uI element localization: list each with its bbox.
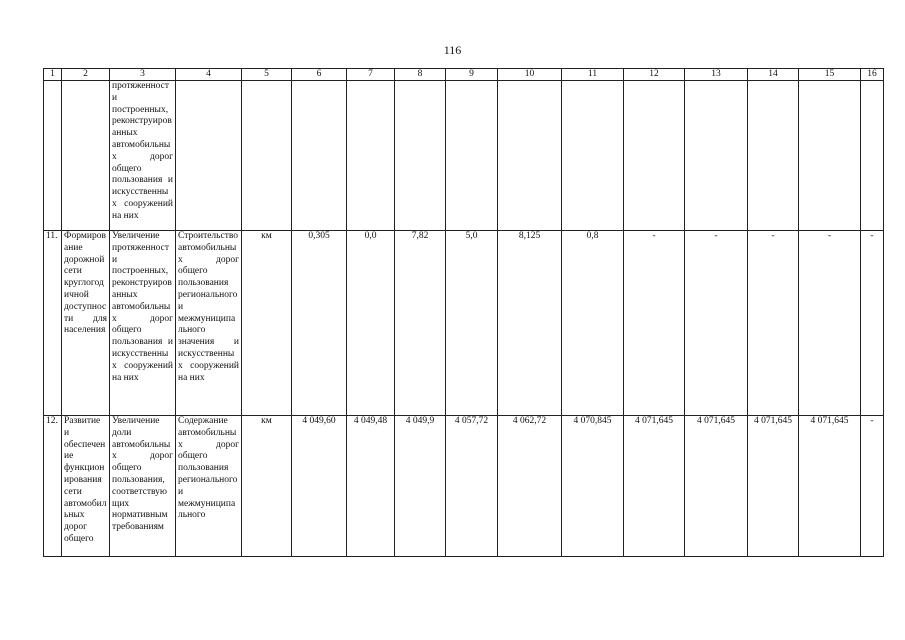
task-cell: Формирование дорожной сети круглогодичной доступности для населения — [62, 231, 110, 416]
value-cell: 0,305 — [292, 231, 347, 416]
measure-cell: Строительство автомобильных дорог общего пользования регионального и межмуниципального значения и искусственных сооружений на них — [176, 231, 242, 416]
header-cell: 6 — [292, 69, 347, 81]
header-cell: 9 — [446, 69, 498, 81]
value-cell: 7,82 — [395, 231, 446, 416]
header-cell: 7 — [347, 69, 395, 81]
header-cell: 1 — [44, 69, 62, 81]
header-cell: 4 — [176, 69, 242, 81]
value-cell: 4 049,48 — [347, 416, 395, 557]
value-cell — [799, 81, 861, 231]
value-cell: 4 071,645 — [748, 416, 799, 557]
value-cell: 4 049,60 — [292, 416, 347, 557]
table-row — [44, 416, 884, 557]
value-cell: - — [799, 231, 861, 416]
value-cell — [292, 81, 347, 231]
value-cell: 0,8 — [562, 231, 624, 416]
value-cell: 4 071,645 — [799, 416, 861, 557]
value-cell: 4 062,72 — [498, 416, 562, 557]
header-cell: 16 — [861, 69, 884, 81]
value-cell — [446, 81, 498, 231]
value-cell: 4 071,645 — [685, 416, 748, 557]
value-cell: 5,0 — [446, 231, 498, 416]
value-cell: - — [685, 231, 748, 416]
unit-cell — [242, 81, 292, 231]
header-cell: 2 — [62, 69, 110, 81]
measure-cell: Содержание автомобильных дорог общего пользования регионального и межмуниципального — [176, 416, 242, 557]
value-cell: 0,0 — [347, 231, 395, 416]
value-cell: 8,125 — [498, 231, 562, 416]
value-cell: 4 071,645 — [624, 416, 685, 557]
unit-cell: км — [242, 416, 292, 557]
header-cell: 14 — [748, 69, 799, 81]
unit-cell: км — [242, 231, 292, 416]
row-number: 11. — [44, 231, 62, 416]
row-number: 12. — [44, 416, 62, 557]
value-cell: 4 049,9 — [395, 416, 446, 557]
value-cell — [498, 81, 562, 231]
table-row — [44, 81, 884, 231]
program-indicators-table — [43, 68, 884, 557]
value-cell: - — [748, 231, 799, 416]
page-number: 116 — [443, 43, 462, 57]
value-cell — [861, 81, 884, 231]
value-cell — [347, 81, 395, 231]
table-row — [44, 231, 884, 416]
value-cell: 4 070,845 — [562, 416, 624, 557]
header-cell: 3 — [110, 69, 176, 81]
header-cell: 10 — [498, 69, 562, 81]
value-cell: - — [861, 416, 884, 557]
header-cell: 15 — [799, 69, 861, 81]
value-cell: - — [861, 231, 884, 416]
row-number — [44, 81, 62, 231]
measure-cell — [176, 81, 242, 231]
value-cell — [624, 81, 685, 231]
value-cell — [748, 81, 799, 231]
header-cell: 11 — [562, 69, 624, 81]
value-cell — [562, 81, 624, 231]
result-cell: протяженности построенных, реконструированных автомобильных дорог общего пользования и искусственных сооружений на них — [110, 81, 176, 231]
header-cell: 8 — [395, 69, 446, 81]
task-cell: Развитие и обеспечение функционирования сети автомобильных дорог общего — [62, 416, 110, 557]
header-cell: 13 — [685, 69, 748, 81]
value-cell — [395, 81, 446, 231]
header-row — [44, 69, 884, 81]
task-cell — [62, 81, 110, 231]
result-cell: Увеличение доли автомобильных дорог общего пользования, соответствующих нормативным требованиям — [110, 416, 176, 557]
header-cell: 12 — [624, 69, 685, 81]
header-cell: 5 — [242, 69, 292, 81]
value-cell — [685, 81, 748, 231]
result-cell: Увеличение протяженности построенных, реконструированных автомобильных дорог общего пользования и искусственных сооружений на них — [110, 231, 176, 416]
value-cell: 4 057,72 — [446, 416, 498, 557]
value-cell: - — [624, 231, 685, 416]
